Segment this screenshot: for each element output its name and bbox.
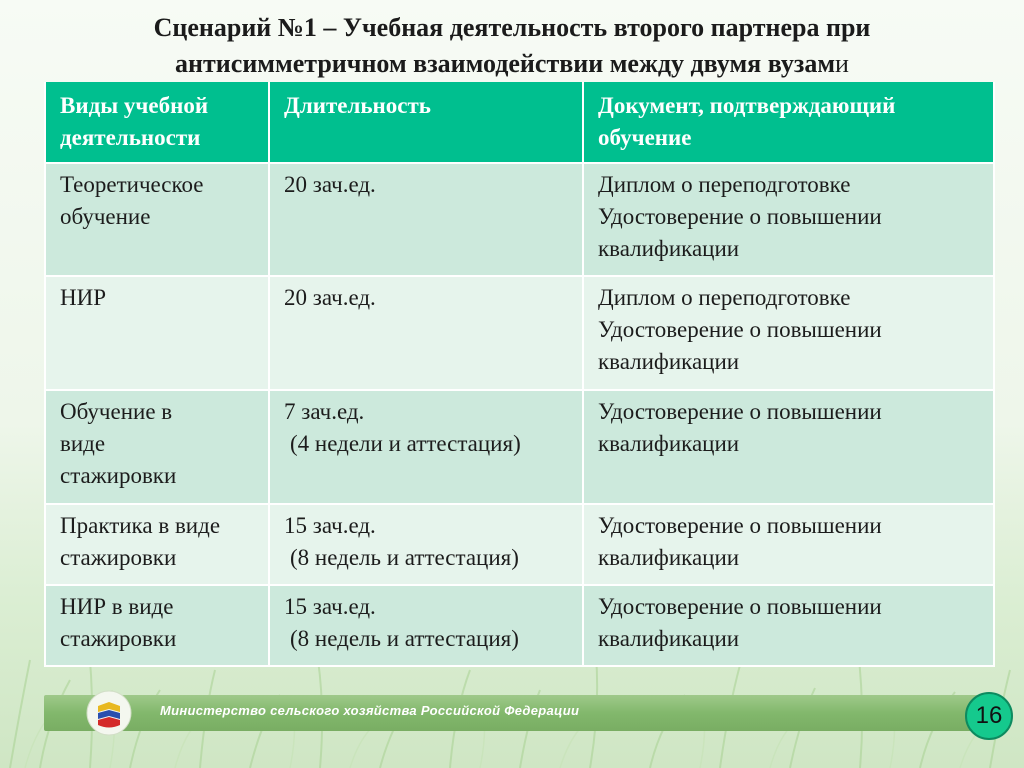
cell-document: Удостоверение о повышении квалификации [583, 390, 994, 504]
table-row [45, 585, 994, 666]
cell-duration: 20 зач.ед. [269, 163, 583, 276]
title-line-1: Сценарий №1 – Учебная деятельность второго партнера при [153, 13, 871, 42]
table-row [45, 276, 994, 390]
cell-activity: Практика в виде стажировки [45, 504, 269, 585]
table-header-row [45, 82, 994, 163]
cell-activity: НИР [45, 276, 269, 390]
table-row [45, 390, 994, 504]
cell-document: Диплом о переподготовке Удостоверение о повышении квалификации [583, 163, 994, 276]
ministry-name: Министерство сельского хозяйства Российской Федерации [160, 703, 580, 718]
cell-document: Удостоверение о повышении квалификации [583, 585, 994, 666]
cell-duration: 15 зач.ед. (8 недель и аттестация) [269, 585, 583, 666]
activities-table [44, 82, 995, 667]
cell-document: Удостоверение о повышении квалификации [583, 504, 994, 585]
title-line-2-end: и [835, 49, 849, 78]
table-row [45, 504, 994, 585]
title-line-2-main: антисимметричном взаимодействии между двумя вузам [175, 49, 836, 78]
cell-duration: 20 зач.ед. [269, 276, 583, 390]
cell-activity: Обучение в виде стажировки [45, 390, 269, 504]
cell-duration: 15 зач.ед. (8 недель и аттестация) [269, 504, 583, 585]
cell-activity: Теоретическое обучение [45, 163, 269, 276]
header-duration: Длительность [269, 82, 583, 163]
title-line-2 [40, 46, 984, 82]
cell-activity: НИР в виде стажировки [45, 585, 269, 666]
slide-title [40, 10, 984, 82]
table-row [45, 163, 994, 276]
page-number: 16 [965, 692, 1013, 740]
header-document: Документ, подтверждающий обучение [583, 82, 994, 163]
header-activity-type: Виды учебной деятельности [45, 82, 269, 163]
cell-document: Диплом о переподготовке Удостоверение о повышении квалификации [583, 276, 994, 390]
cell-duration: 7 зач.ед. (4 недели и аттестация) [269, 390, 583, 504]
ministry-logo-icon [86, 690, 132, 736]
